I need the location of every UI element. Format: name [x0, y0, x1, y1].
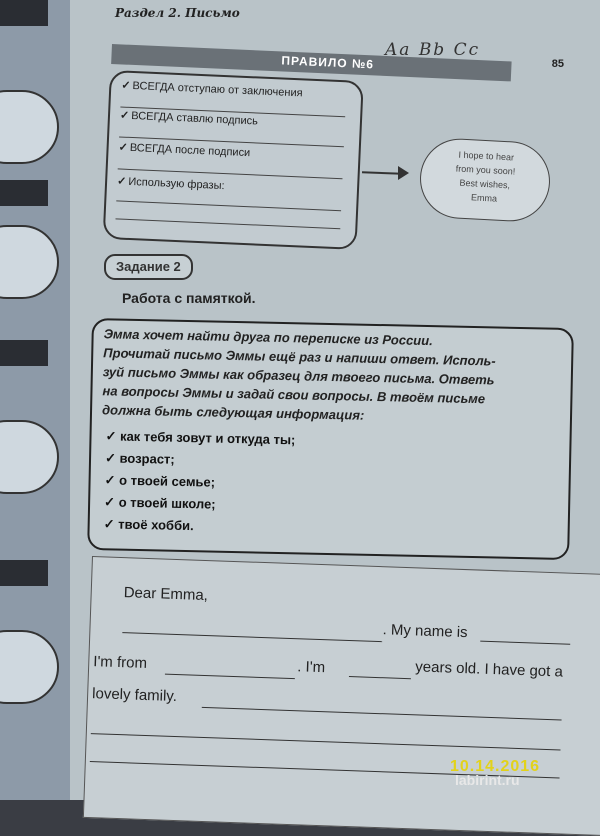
- answer-line: [116, 200, 341, 211]
- rule-item: ✓ВСЕГДА отступаю от заключения: [121, 79, 303, 100]
- rule-item: ✓ВСЕГДА после подписи: [118, 141, 251, 160]
- speech-cloud: [418, 137, 552, 224]
- left-page-tab: [0, 340, 48, 366]
- left-cloud-decoration: [0, 420, 59, 494]
- instruction-box: [87, 318, 574, 560]
- letter-from: I'm from: [93, 653, 148, 672]
- left-cloud-decoration: [0, 630, 59, 704]
- check-icon: ✓: [104, 472, 120, 488]
- left-cloud-decoration: [0, 90, 59, 164]
- from-blank[interactable]: [165, 674, 295, 680]
- instruction-line: Прочитай письмо Эммы ещё раз и напиши ответ. Исполь-: [103, 345, 496, 369]
- rule-box: [103, 70, 364, 250]
- rule-title: ПРАВИЛО №6: [281, 53, 375, 72]
- left-page-tab: [0, 0, 48, 26]
- alphabet-handwriting: Aa Bb Cc: [385, 40, 481, 60]
- letter-lovely-family: lovely family.: [91, 685, 178, 706]
- section-title: Раздел 2. Письмо: [115, 6, 240, 20]
- my-name-blank[interactable]: [480, 641, 570, 645]
- cloud-line: Emma: [470, 192, 498, 204]
- left-page-tab: [0, 180, 48, 206]
- instruction-line: Эмма хочет найти друга по переписке из России.: [103, 326, 433, 349]
- letter-im: . I'm: [296, 658, 326, 677]
- arrow-right-icon: [398, 166, 409, 180]
- letter-greeting: Dear Emma,: [123, 584, 209, 605]
- check-icon: ✓: [103, 516, 119, 532]
- instruction-line: зуй письмо Эммы как образец для твоего письма. Ответь: [102, 364, 495, 388]
- list-item: ✓ о твоей школе;: [103, 494, 216, 512]
- left-page-tab: [0, 560, 48, 586]
- answer-line: [115, 218, 340, 229]
- list-item: ✓ как тебя зовут и откуда ты;: [105, 428, 296, 448]
- letter-years-old: years old. I have got a: [415, 658, 564, 681]
- instruction-line: на вопросы Эммы и задай свои вопросы. В твоём письме: [102, 383, 486, 407]
- cloud-line: from you soon!: [455, 163, 516, 177]
- task-subtitle: Работа с памяткой.: [122, 290, 256, 306]
- list-item: ✓ твоё хобби.: [103, 516, 194, 534]
- left-cloud-decoration: [0, 225, 59, 299]
- cloud-line: Best wishes,: [459, 177, 511, 191]
- left-page-edge: [0, 0, 70, 800]
- watermark: labirint.ru: [455, 772, 520, 788]
- text-blank[interactable]: [202, 707, 562, 721]
- list-item: ✓ возраст;: [104, 450, 175, 467]
- check-icon: ✓: [103, 494, 119, 510]
- letter-my-name: . My name is: [382, 621, 468, 642]
- instruction-line: должна быть следующая информация:: [101, 402, 365, 423]
- age-blank[interactable]: [349, 676, 411, 679]
- text-blank[interactable]: [91, 733, 561, 750]
- name-blank[interactable]: [122, 632, 382, 642]
- check-icon: ✓: [104, 450, 120, 466]
- cloud-line: I hope to hear: [458, 149, 515, 163]
- date-stamp: 10.14.2016: [450, 758, 541, 775]
- rule-item: ✓ВСЕГДА ставлю подпись: [119, 109, 259, 128]
- list-item: ✓ о твоей семье;: [104, 472, 216, 490]
- letter-template: [83, 556, 600, 836]
- check-icon: ✓: [105, 428, 121, 444]
- task-label: Задание 2: [104, 254, 193, 280]
- rule-item: ✓Использую фразы:: [116, 175, 225, 193]
- page-number: 85: [551, 58, 564, 70]
